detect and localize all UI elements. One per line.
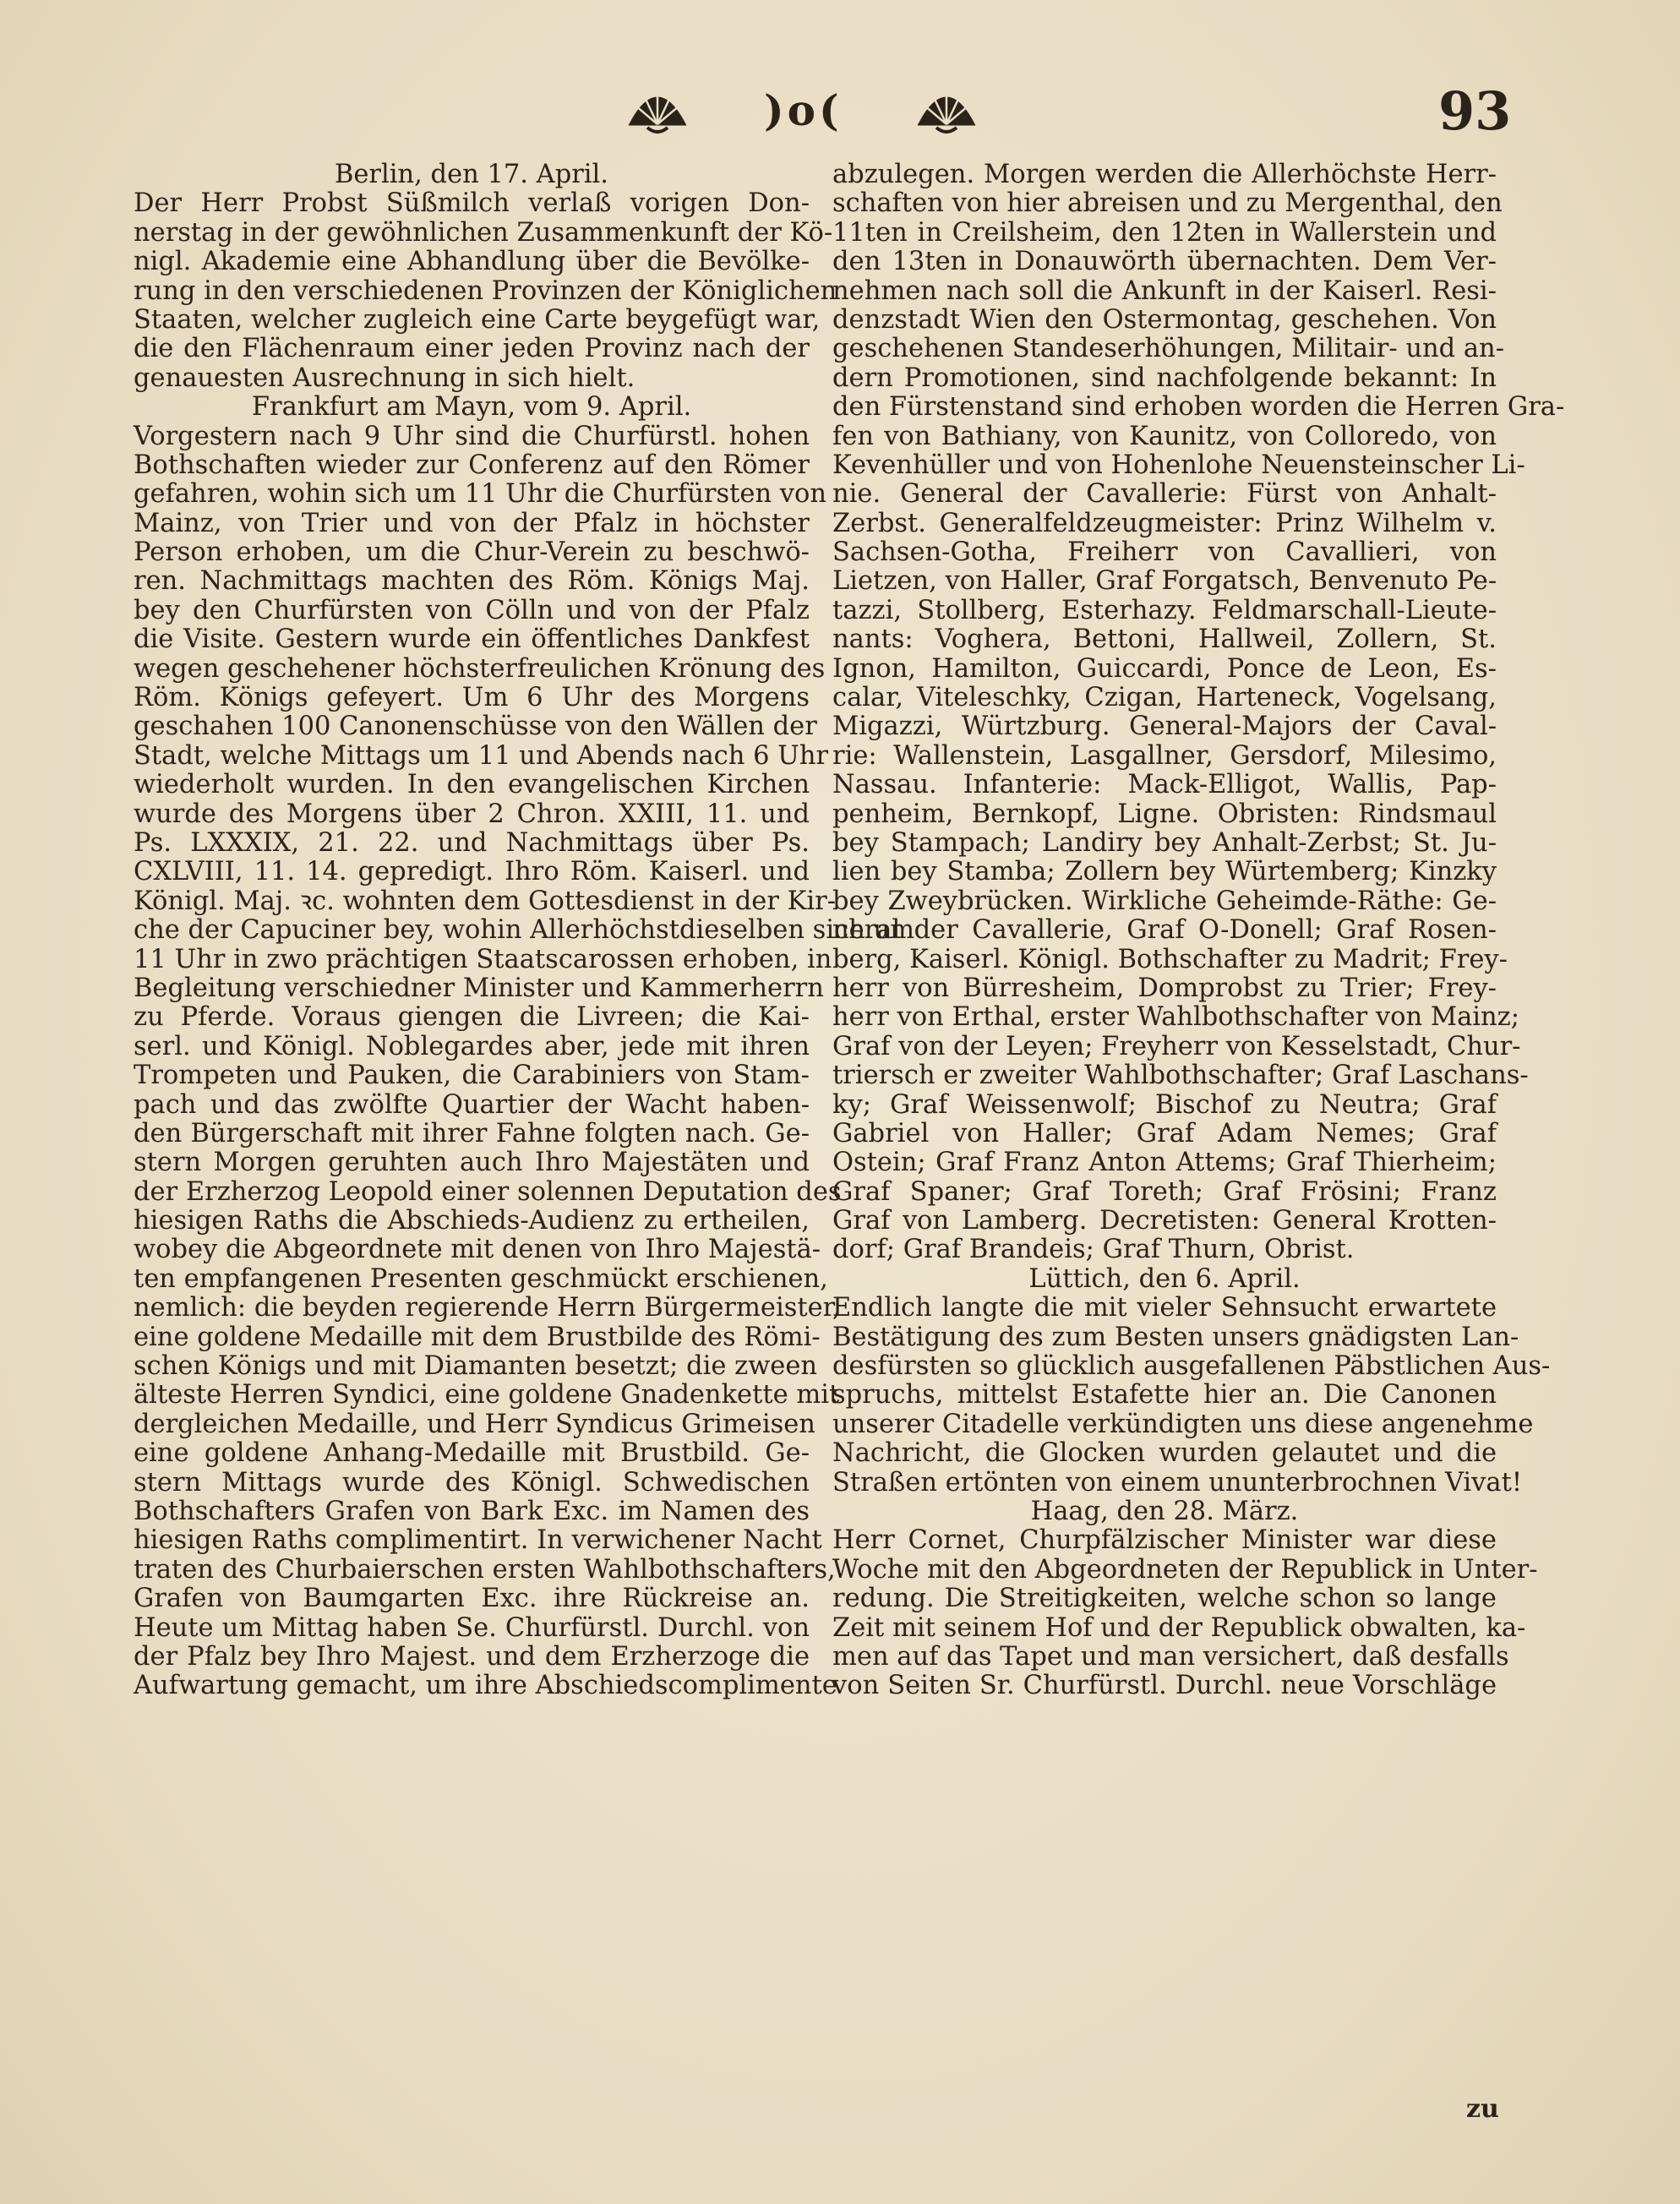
text-line: ten empfangenen Presenten geschmückt erschienen, bbox=[134, 1263, 828, 1294]
text-line: Staaten, welcher zugleich eine Carte beygefügt war, bbox=[134, 304, 821, 335]
text-line: rung in den verschiedenen Provinzen der Königlichen bbox=[134, 276, 837, 306]
text-line: Herr Cornet, Churpfälzischer Minister war diese bbox=[832, 1525, 1497, 1556]
text-line: Bestätigung des zum Besten unsers gnädigsten Lan- bbox=[832, 1322, 1519, 1352]
text-line: men auf das Tapet und man versichert, daß desfalls bbox=[832, 1641, 1509, 1672]
text-line: Zerbst. Generalfeldzeugmeister: Prinz Wilhelm v. bbox=[832, 508, 1497, 538]
text-line: Woche mit den Abgeordneten der Republick in Unter- bbox=[832, 1554, 1538, 1585]
left-column bbox=[134, 160, 915, 1701]
text-line: fen von Bathiany, von Kaunitz, von Colloredo, von bbox=[832, 421, 1497, 451]
text-line: Straßen ertönten von einem ununterbrochnen Vivat! bbox=[832, 1467, 1523, 1498]
text-line: abzulegen. Morgen werden die Allerhöchste Herr- bbox=[832, 160, 1497, 189]
text-line: Aufwartung gemacht, um ihre Abschiedscomplimente bbox=[134, 1671, 837, 1701]
dateline-heading: Lüttich, den 6. April. bbox=[1028, 1263, 1301, 1294]
text-line: Lietzen, von Haller, Graf Forgatsch, Benvenuto Pe- bbox=[832, 566, 1497, 597]
text-line: wegen geschehener höchsterfreulichen Krönung des bbox=[134, 653, 826, 684]
text-line: hiesigen Raths die Abschieds-Audienz zu ertheilen, bbox=[134, 1206, 810, 1236]
text-line: redung. Die Streitigkeiten, welche schon so lange bbox=[832, 1584, 1497, 1614]
shell-ornament-icon bbox=[913, 80, 980, 139]
text-line: Mainz, von Trier und von der Pfalz in höchster bbox=[134, 508, 810, 538]
text-line: ren. Nachmittags machten des Röm. Königs Maj. bbox=[134, 566, 810, 597]
text-line: spruchs, mittelst Estafette hier an. Die Canonen bbox=[832, 1380, 1497, 1410]
text-line: 11ten in Creilsheim, den 12ten in Wallerstein und bbox=[832, 217, 1497, 248]
text-line: Heute um Mittag haben Se. Churfürstl. Durchl. von bbox=[134, 1612, 810, 1643]
text-line: schaften von hier abreisen und zu Mergenthal, den bbox=[832, 188, 1503, 219]
text-line: stern Morgen geruhten auch Ihro Majestäten und bbox=[134, 1148, 810, 1178]
text-line: von Seiten Sr. Churfürstl. Durchl. neue Vorschläge bbox=[832, 1671, 1497, 1701]
text-line: Bothschafters Grafen von Bark Exc. im Namen des bbox=[134, 1496, 810, 1526]
text-line: nemlich: die beyden regierende Herrn Bürgermeister, bbox=[134, 1293, 841, 1323]
text-line: Graf Spaner; Graf Toreth; Graf Frösini; Franz bbox=[832, 1176, 1497, 1207]
dateline-heading: Berlin, den 17. April. bbox=[334, 160, 609, 189]
text-line: Graf von Lamberg. Decretisten: General Krotten- bbox=[832, 1206, 1497, 1236]
text-line: nie. General der Cavallerie: Fürst von Anhalt- bbox=[832, 479, 1497, 510]
text-line: den Fürstenstand sind erhoben worden die Herren Gra- bbox=[832, 392, 1565, 423]
text-line: eine goldene Medaille mit dem Brustbilde des Römi- bbox=[134, 1322, 821, 1352]
text-line: hiesigen Raths complimentirt. In verwichener Nacht bbox=[134, 1525, 822, 1556]
page-header bbox=[0, 80, 1680, 156]
text-line: triersch er zweiter Wahlbothschafter; Graf Laschans- bbox=[832, 1061, 1529, 1091]
text-line: Trompeten und Pauken, die Carabiniers von Stam- bbox=[134, 1061, 810, 1091]
text-line: Stadt, welche Mittags um 11 und Abends nach 6 Uhr bbox=[134, 740, 829, 771]
text-line: wurde des Morgens über 2 Chron. XXIII, 11. und bbox=[134, 799, 810, 829]
text-line: herr von Erthal, erster Wahlbothschafter von Mainz; bbox=[832, 1002, 1520, 1033]
text-line: wobey die Abgeordnete mit denen von Ihro Majestä- bbox=[134, 1235, 821, 1265]
text-line: neral der Cavallerie, Graf O-Donell; Graf Rosen- bbox=[832, 915, 1497, 946]
text-line: tazzi, Stollberg, Esterhazy. Feldmarschall-Lieute- bbox=[832, 595, 1497, 625]
text-line: die Visite. Gestern wurde ein öffentliches Dankfest bbox=[134, 625, 810, 655]
text-line: Nachricht, die Glocken wurden gelautet und die bbox=[832, 1438, 1497, 1469]
text-line: herr von Bürresheim, Domprobst zu Trier; Frey- bbox=[832, 973, 1497, 1003]
text-line: pach und das zwölfte Quartier der Wacht haben- bbox=[134, 1089, 810, 1120]
text-line: Nassau. Infanterie: Mack-Elligot, Wallis, Pap- bbox=[832, 770, 1497, 800]
text-line: Graf von der Leyen; Freyherr von Kesselstadt, Chur- bbox=[832, 1031, 1521, 1061]
text-line: stern Mittags wurde des Königl. Schwedischen bbox=[134, 1467, 810, 1498]
right-column bbox=[832, 160, 1565, 1701]
text-line: Zeit mit seinem Hof und der Republick obwalten, ka- bbox=[832, 1612, 1526, 1643]
text-line: ky; Graf Weissenwolf; Bischof zu Neutra; Graf bbox=[832, 1089, 1497, 1120]
text-line: Person erhoben, um die Chur-Verein zu beschwö- bbox=[134, 537, 810, 568]
text-line: rie: Wallenstein, Lasgallner, Gersdorf, Milesimo, bbox=[832, 740, 1497, 771]
text-line: wiederholt wurden. In den evangelischen Kirchen bbox=[134, 770, 810, 800]
text-line: nants: Voghera, Bettoni, Hallweil, Zollern, St. bbox=[832, 625, 1497, 655]
text-line: Endlich langte die mit vieler Sehnsucht erwartete bbox=[832, 1293, 1497, 1323]
text-line: che der Capuciner bey, wohin Allerhöchstdieselben sich um bbox=[134, 915, 915, 946]
text-line: bey Stampach; Landiry bey Anhalt-Zerbst; St. Ju- bbox=[832, 827, 1497, 858]
text-line: Vorgestern nach 9 Uhr sind die Churfürstl. hohen bbox=[134, 421, 810, 451]
text-line: der Pfalz bey Ihro Majest. und dem Erzherzoge die bbox=[134, 1641, 810, 1672]
text-line: Der Herr Probst Süßmilch verlaß vorigen Don- bbox=[134, 188, 810, 219]
text-line: Ignon, Hamilton, Guiccardi, Ponce de Leon, Es- bbox=[832, 653, 1497, 684]
text-line: serl. und Königl. Noblegardes aber, jede mit ihren bbox=[134, 1031, 810, 1061]
text-line: Königl. Maj. ꝛc. wohnten dem Gottesdienst in der Kir- bbox=[134, 886, 837, 916]
text-line: CXLVIII, 11. 14. gepredigt. Ihro Röm. Kaiserl. und bbox=[134, 857, 810, 887]
text-line: dern Promotionen, sind nachfolgende bekannt: In bbox=[832, 363, 1497, 393]
text-line: lien bey Stamba; Zollern bey Würtemberg; Kinzky bbox=[832, 857, 1497, 887]
text-line: nerstag in der gewöhnlichen Zusammenkunft der Kö- bbox=[134, 217, 833, 248]
text-line: dorf; Graf Brandeis; Graf Thurn, Obrist. bbox=[832, 1235, 1355, 1265]
text-line: nigl. Akademie eine Abhandlung über die Bevölke- bbox=[134, 247, 810, 277]
page-number: 93 bbox=[1438, 80, 1512, 142]
text-line: bey Zweybrücken. Wirkliche Geheimde-Räthe: Ge- bbox=[832, 886, 1497, 916]
text-line: geschehenen Standeserhöhungen, Militair- und an- bbox=[832, 334, 1505, 364]
catchword: zu bbox=[1466, 2094, 1499, 2124]
text-line: Migazzi, Würtzburg. General-Majors der Caval- bbox=[832, 712, 1497, 742]
text-line: zu Pferde. Voraus giengen die Livreen; die Kai- bbox=[134, 1002, 810, 1033]
dateline-heading: Frankfurt am Mayn, vom 9. April. bbox=[251, 392, 692, 423]
text-line: unserer Citadelle verkündigten uns diese angenehme bbox=[832, 1409, 1534, 1439]
text-line: calar, Viteleschky, Czigan, Harteneck, Vogelsang, bbox=[832, 683, 1497, 713]
text-line: denzstadt Wien den Ostermontag, geschehen. Von bbox=[832, 304, 1497, 335]
text-line: Begleitung verschiedner Minister und Kammerherrn bbox=[134, 973, 824, 1003]
text-line: schen Königs und mit Diamanten besetzt; die zween bbox=[134, 1351, 818, 1382]
header-divider: )o( bbox=[764, 85, 843, 135]
text-line: berg, Kaiserl. Königl. Bothschafter zu Madrit; Frey- bbox=[832, 944, 1508, 974]
text-line: Gabriel von Haller; Graf Adam Nemes; Graf bbox=[832, 1118, 1497, 1148]
text-line: penheim, Bernkopf, Ligne. Obristen: Rindsmaul bbox=[832, 799, 1497, 829]
text-line: bey den Churfürsten von Cölln und von der Pfalz bbox=[134, 595, 810, 625]
text-line: traten des Churbaierschen ersten Wahlbothschafters, bbox=[134, 1554, 836, 1585]
text-line: Bothschaften wieder zur Conferenz auf den Römer bbox=[134, 450, 810, 480]
text-line: desfürsten so glücklich ausgefallenen Päbstlichen Aus- bbox=[832, 1351, 1551, 1382]
text-line: den 13ten in Donauwörth übernachten. Dem Ver- bbox=[832, 247, 1497, 277]
text-line: genauesten Ausrechnung in sich hielt. bbox=[134, 363, 635, 393]
text-line: eine goldene Anhang-Medaille mit Brustbild. Ge- bbox=[134, 1438, 810, 1469]
text-line: Grafen von Baumgarten Exc. ihre Rückreise an. bbox=[134, 1584, 810, 1614]
text-line: gefahren, wohin sich um 11 Uhr die Churfürsten von bbox=[134, 479, 827, 510]
text-line: der Erzherzog Leopold einer solennen Deputation des bbox=[134, 1176, 842, 1207]
text-line: nehmen nach soll die Ankunft in der Kaiserl. Resi- bbox=[832, 276, 1497, 306]
text-line: Ps. LXXXIX, 21. 22. und Nachmittags über Ps. bbox=[134, 827, 810, 858]
text-line: älteste Herren Syndici, eine goldene Gnadenkette mit bbox=[134, 1380, 840, 1410]
text-line: Sachsen-Gotha, Freiherr von Cavallieri, von bbox=[832, 537, 1497, 568]
text-line: Röm. Königs gefeyert. Um 6 Uhr des Morgens bbox=[134, 683, 810, 713]
dateline-heading: Haag, den 28. März. bbox=[1030, 1496, 1299, 1526]
text-line: die den Flächenraum einer jeden Provinz nach der bbox=[134, 334, 810, 364]
text-line: Ostein; Graf Franz Anton Attems; Graf Thierheim; bbox=[832, 1148, 1497, 1178]
text-line: geschahen 100 Canonenschüsse von den Wällen der bbox=[134, 712, 817, 742]
text-line: 11 Uhr in zwo prächtigen Staatscarossen erhoben, in bbox=[134, 944, 832, 974]
shell-ornament-icon bbox=[624, 80, 691, 139]
text-line: Kevenhüller und von Hohenlohe Neuensteinscher Li- bbox=[832, 450, 1525, 480]
text-line: den Bürgerschaft mit ihrer Fahne folgten nach. Ge- bbox=[134, 1118, 810, 1148]
text-line: dergleichen Medaille, und Herr Syndicus Grimeisen bbox=[134, 1409, 815, 1439]
